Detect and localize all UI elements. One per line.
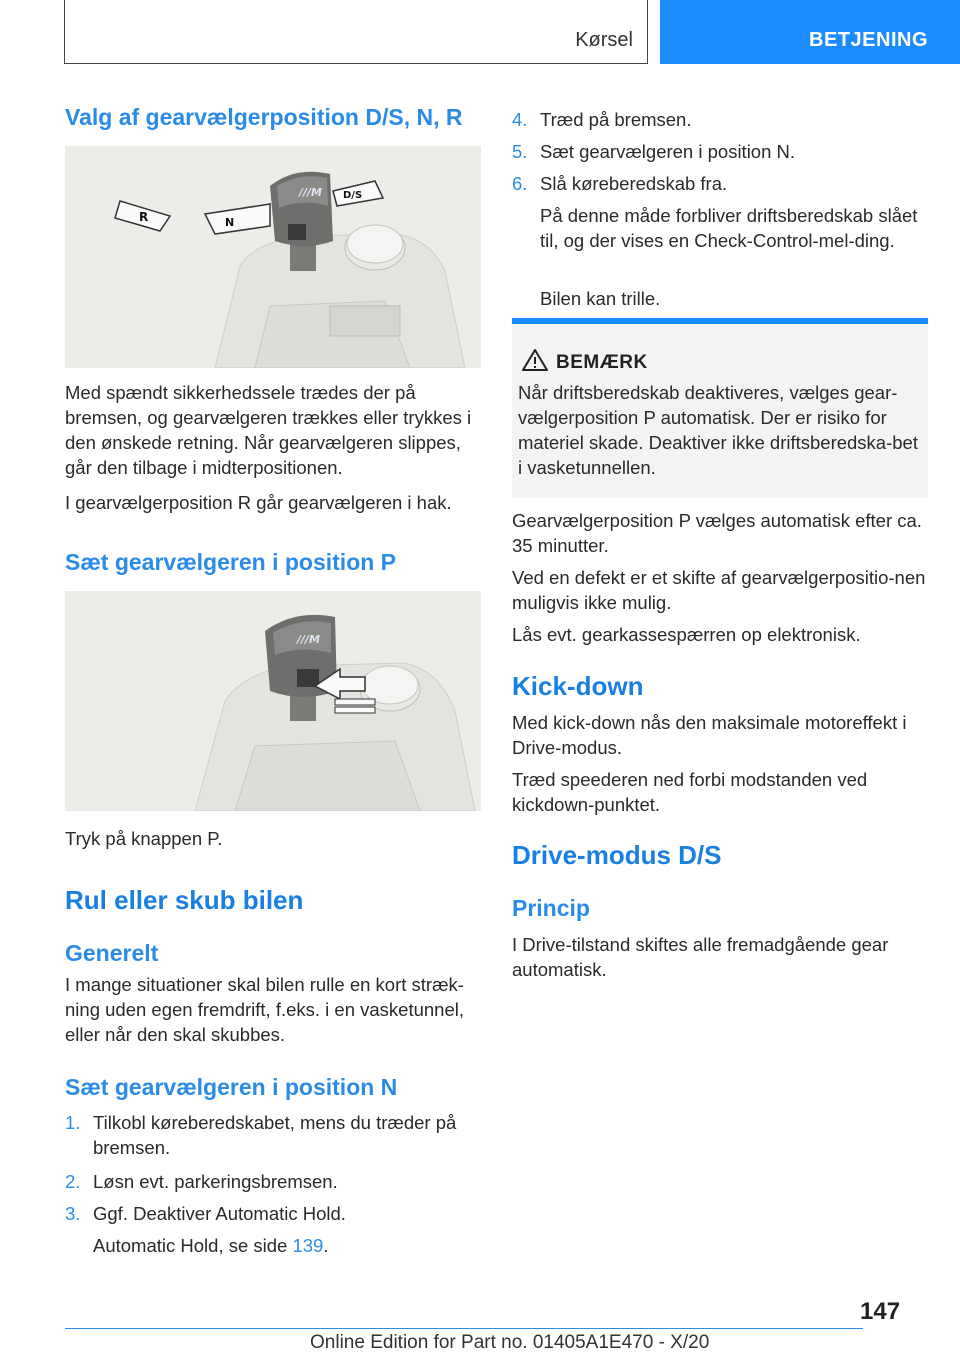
step-1-number: 1. (65, 1112, 81, 1133)
paragraph-unlock: Lås evt. gearkassespærren op elektronisk. (512, 624, 861, 645)
fig1-label-n: N (225, 216, 235, 229)
step-3-number: 3. (65, 1203, 81, 1224)
header-chapter-tab (660, 0, 960, 64)
paragraph-kickdown-2: Træd speederen ned forbi modstanden ved kickdown-punktet. (512, 769, 868, 815)
p-button-illustration (65, 591, 481, 811)
paragraph-r-position: I gearvælgerposition R går gearvælgeren i hak. (65, 492, 452, 513)
step-1 (65, 1110, 481, 1160)
svg-text:///M: ///M (299, 186, 322, 199)
step-3-note-text: Automatic Hold, se side (93, 1235, 293, 1256)
step-6-number: 6. (512, 173, 528, 194)
header-section-title: Kørsel (575, 29, 633, 51)
step-6-text: Slå køreberedskab fra. (540, 173, 728, 194)
header-section-box (64, 0, 648, 64)
step-3 (65, 1201, 481, 1226)
page-link-139[interactable]: 139 (292, 1235, 324, 1256)
step-5-number: 5. (512, 141, 528, 162)
heading-general: Generelt (65, 940, 159, 966)
heading-kickdown: Kick-down (512, 671, 644, 701)
step-2 (65, 1169, 481, 1194)
step-6 (512, 171, 928, 196)
fig1-label-r: R (139, 210, 149, 224)
heading-roll-push: Rul eller skub bilen (65, 885, 304, 915)
heading-position-n: Sæt gearvælgeren i position N (65, 1074, 398, 1100)
step-6-note-2: Bilen kan trille. (540, 288, 661, 309)
paragraph-kickdown-1: Med kick-down nås den maksimale motoreffekt i Drive-modus. (512, 712, 907, 758)
notice-title: BEMÆRK (556, 352, 648, 373)
footer-divider (65, 1328, 863, 1329)
figure-gear-selector-p (65, 591, 481, 811)
heading-drive-mode: Drive-modus D/S (512, 840, 722, 870)
header-chapter-title: BETJENING (809, 29, 928, 51)
paragraph-press-p: Tryk på knappen P. (65, 828, 223, 849)
footer-edition: Online Edition for Part no. 01405A1E470 - X/20 (310, 1332, 710, 1353)
heading-position-p: Sæt gearvælgeren i position P (65, 549, 397, 575)
paragraph-defect: Ved en defekt er et skifte af gearvælgerpositio-nen muligvis ikke mulig. (512, 567, 926, 613)
step-3-text: Ggf. Deaktiver Automatic Hold. (93, 1203, 346, 1224)
heading-principle: Princip (512, 895, 590, 921)
step-1-text: Tilkobl køreberedskabet, mens du træder på bremsen. (93, 1112, 457, 1158)
paragraph-belt-brake: Med spændt sikkerhedssele trædes der på bremsen, og gearvælgeren trækkes eller trykkes i den ønskede retning. Når gearvælgeren slippes, går den tilbage i midterpositionen. (65, 382, 472, 478)
step-6-note-1: På denne måde forbliver driftsberedskab slået til, og der vises en Check-Control-mel-ding. (540, 205, 918, 251)
step-5 (512, 139, 928, 164)
paragraph-auto-p: Gearvælgerposition P vælges automatisk efter ca. 35 minutter. (512, 510, 922, 556)
gear-selector-illustration (65, 146, 481, 368)
page-number: 147 (860, 1298, 901, 1325)
step-2-text: Løsn evt. parkeringsbremsen. (93, 1171, 338, 1192)
figure-gear-selector-drs (65, 146, 481, 368)
fig1-label-ds: D/S (343, 190, 363, 201)
step-4-text: Træd på bremsen. (540, 109, 692, 130)
warning-triangle-icon (522, 348, 548, 372)
step-4-number: 4. (512, 109, 528, 130)
paragraph-general: I mange situationer skal bilen rulle en kort stræk-ning uden egen fremdrift, f.eks. i en vasketunnel, eller når den skal skubbes. (65, 974, 465, 1045)
heading-gear-select: Valg af gearvælgerposition D/S, N, R (65, 104, 463, 130)
step-4 (512, 107, 928, 132)
step-3-note-end: . (323, 1235, 329, 1256)
paragraph-principle: I Drive-tilstand skiftes alle fremadgående gear automatisk. (512, 934, 889, 980)
step-3-note (65, 1233, 481, 1258)
step-2-number: 2. (65, 1171, 81, 1192)
notice-box (512, 318, 928, 498)
notice-body: Når driftsberedskab deaktiveres, vælges gear-vælgerposition P automatisk. Der er risiko for materiel skade. Deaktiver ikke driftsberedska-bet i vasketunnellen. (518, 382, 918, 478)
step-5-text: Sæt gearvælgeren i position N. (540, 141, 796, 162)
svg-text:///M: ///M (297, 633, 320, 646)
